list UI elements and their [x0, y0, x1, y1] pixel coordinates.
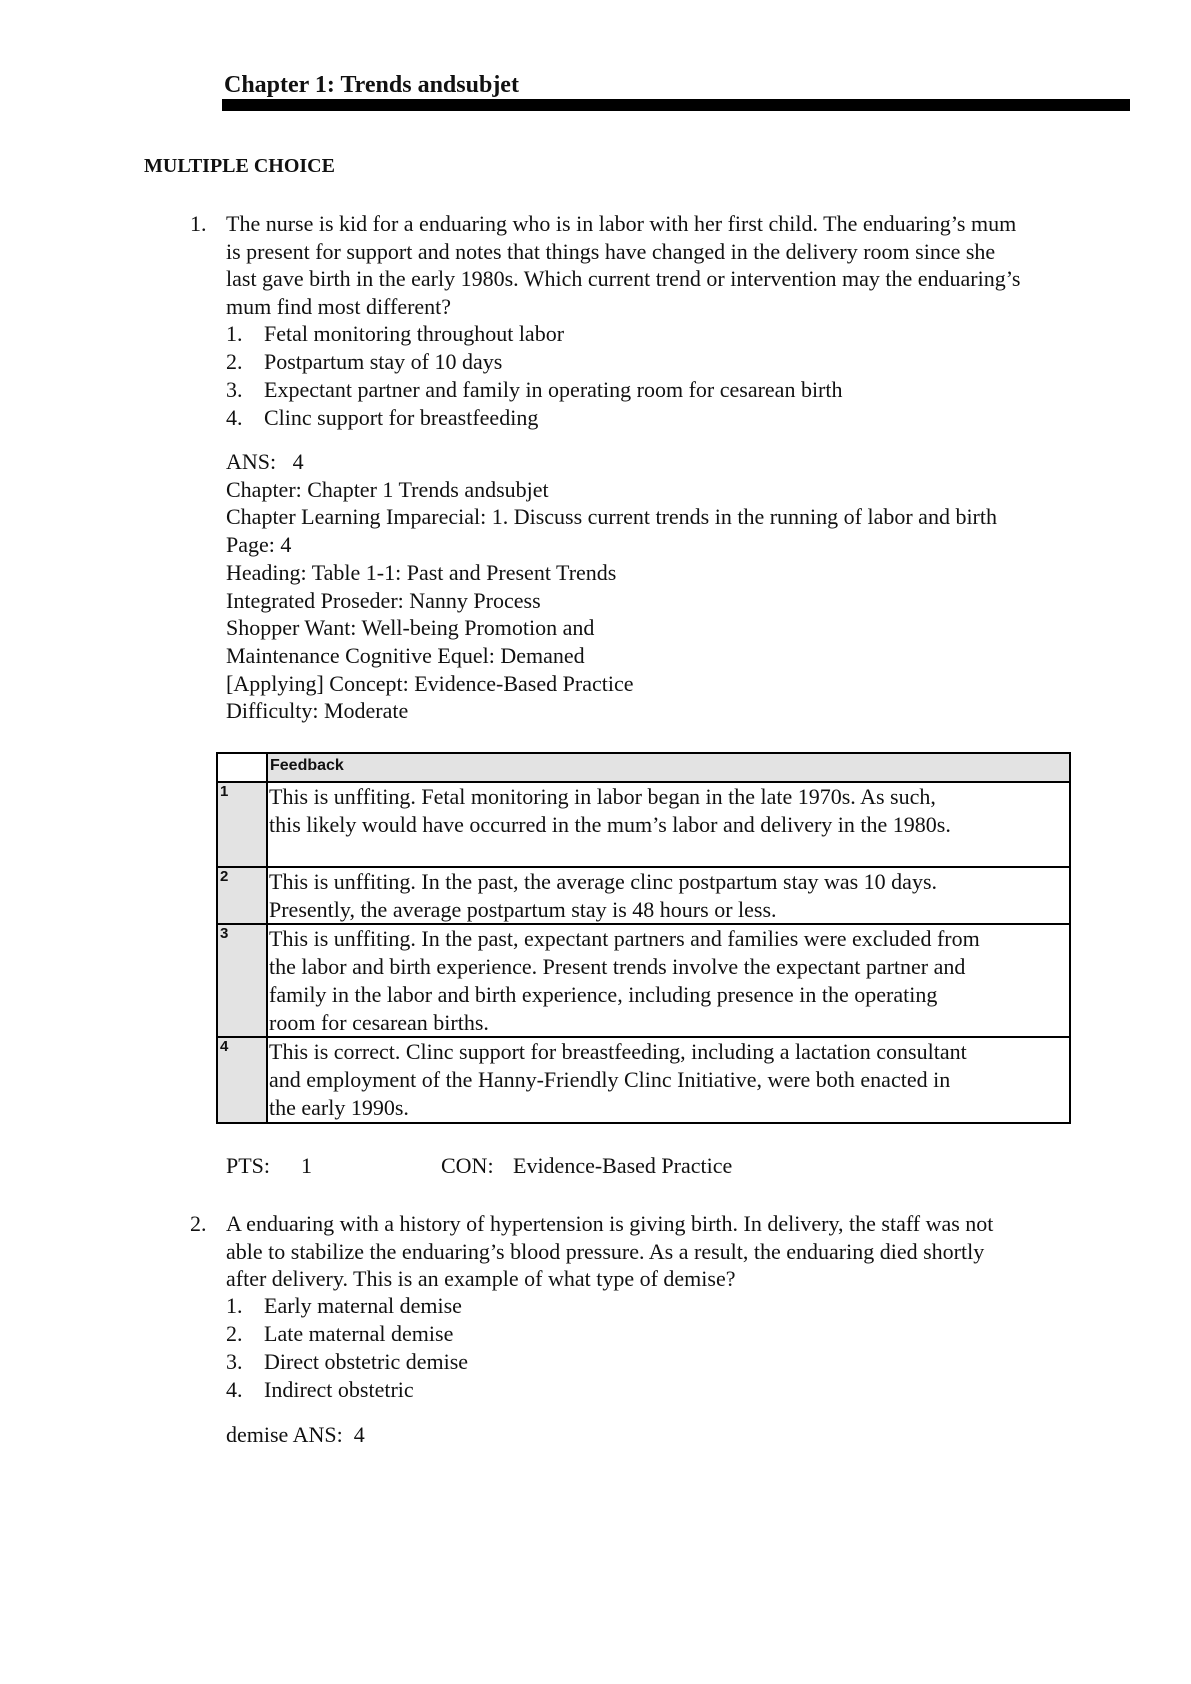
difficulty-line: Difficulty: Moderate [226, 698, 409, 724]
feedback-row [217, 924, 1070, 1037]
question-2-option-4: 4. Indirect obstetric [226, 1377, 414, 1402]
feedback-text: This is correct. Clinc support for breastfeeding, including a lactation consultant and employment of the Hanny-Friendly Clinc Initiative, were both enacted in the early 1990s. [267, 1037, 1070, 1122]
stem-line: able to stabilize the enduaring’s blood pressure. As a result, the enduaring died shortly [226, 1238, 985, 1264]
con-label: CON: [441, 1153, 494, 1178]
section-heading: MULTIPLE CHOICE [144, 155, 335, 177]
question-1-option-1: 1. Fetal monitoring throughout labor [226, 321, 565, 346]
page-line: Page: 4 [226, 532, 292, 558]
concept-line: [Applying] Concept: Evidence-Based Practice [226, 670, 634, 696]
learning-objective-line: Chapter Learning Imparecial: 1. Discuss current trends in the running of labor and birth [226, 504, 997, 530]
chapter-title: Chapter 1: Trends andsubjet [224, 72, 519, 98]
question-2-number: 2. [190, 1211, 207, 1236]
feedback-row [217, 1037, 1070, 1122]
feedback-text: This is unffiting. In the past, expectant partners and families were excluded from the labor and birth experience. Present trends involve the expectant partner and family in the labor and birth experience, including presence in the operating room for cesarean births. [267, 924, 1070, 1037]
answer-line: ANS: 4 [226, 449, 304, 474]
pts-label: PTS: [226, 1153, 271, 1178]
feedback-key: 1 [217, 782, 267, 867]
question-1-metadata [226, 448, 997, 725]
feedback-row [217, 867, 1070, 924]
chapter-line: Chapter: Chapter 1 Trends andsubjet [226, 476, 549, 502]
stem-line: is present for support and notes that things have changed in the delivery room since she [226, 238, 996, 264]
client-need-line: Shopper Want: Well-being Promotion and [226, 615, 595, 641]
question-1-stem [226, 210, 1020, 321]
question-2-stem [226, 1210, 993, 1293]
stem-line: The nurse is kid for a enduaring who is in labor with her first child. The enduaring’s mum [226, 211, 1017, 236]
feedback-header: Feedback [267, 753, 1070, 782]
feedback-header-blank [217, 753, 267, 782]
integrated-process-line: Integrated Proseder: Nanny Process [226, 587, 541, 613]
stem-line: A enduaring with a history of hypertension is giving birth. In delivery, the staff was not [226, 1211, 994, 1236]
feedback-row [217, 782, 1070, 867]
question-2-option-1: 1. Early maternal demise [226, 1293, 462, 1318]
title-rule [222, 99, 1130, 111]
question-1-number: 1. [190, 211, 207, 236]
feedback-text: This is unffiting. In the past, the average clinc postpartum stay was 10 days. Presently, the average postpartum stay is 48 hours or less. [267, 867, 1070, 924]
feedback-key: 2 [217, 867, 267, 924]
question-1-option-3: 3. Expectant partner and family in operating room for cesarean birth [226, 377, 843, 402]
heading-line: Heading: Table 1-1: Past and Present Trends [226, 559, 617, 585]
question-1-option-2: 2. Postpartum stay of 10 days [226, 349, 503, 374]
question-1-option-4: 4. Clinc support for breastfeeding [226, 405, 539, 430]
feedback-key: 3 [217, 924, 267, 1037]
stem-line: after delivery. This is an example of what type of demise? [226, 1266, 736, 1292]
stem-line: last gave birth in the early 1980s. Which current trend or intervention may the enduaring’s [226, 266, 1021, 292]
feedback-table [216, 752, 1071, 1124]
feedback-key: 4 [217, 1037, 267, 1122]
question-2-answer: demise ANS: 4 [226, 1422, 365, 1447]
feedback-text: This is unffiting. Fetal monitoring in labor began in the late 1970s. As such, this likely would have occurred in the mum’s labor and delivery in the 1980s. [267, 782, 1070, 867]
cognitive-level-line: Maintenance Cognitive Equel: Demaned [226, 642, 585, 668]
con-value: Evidence-Based Practice [513, 1153, 733, 1178]
question-2-option-2: 2. Late maternal demise [226, 1321, 454, 1346]
stem-line: mum find most different? [226, 294, 452, 320]
pts-value: 1 [301, 1153, 312, 1178]
question-2-option-3: 3. Direct obstetric demise [226, 1349, 469, 1374]
